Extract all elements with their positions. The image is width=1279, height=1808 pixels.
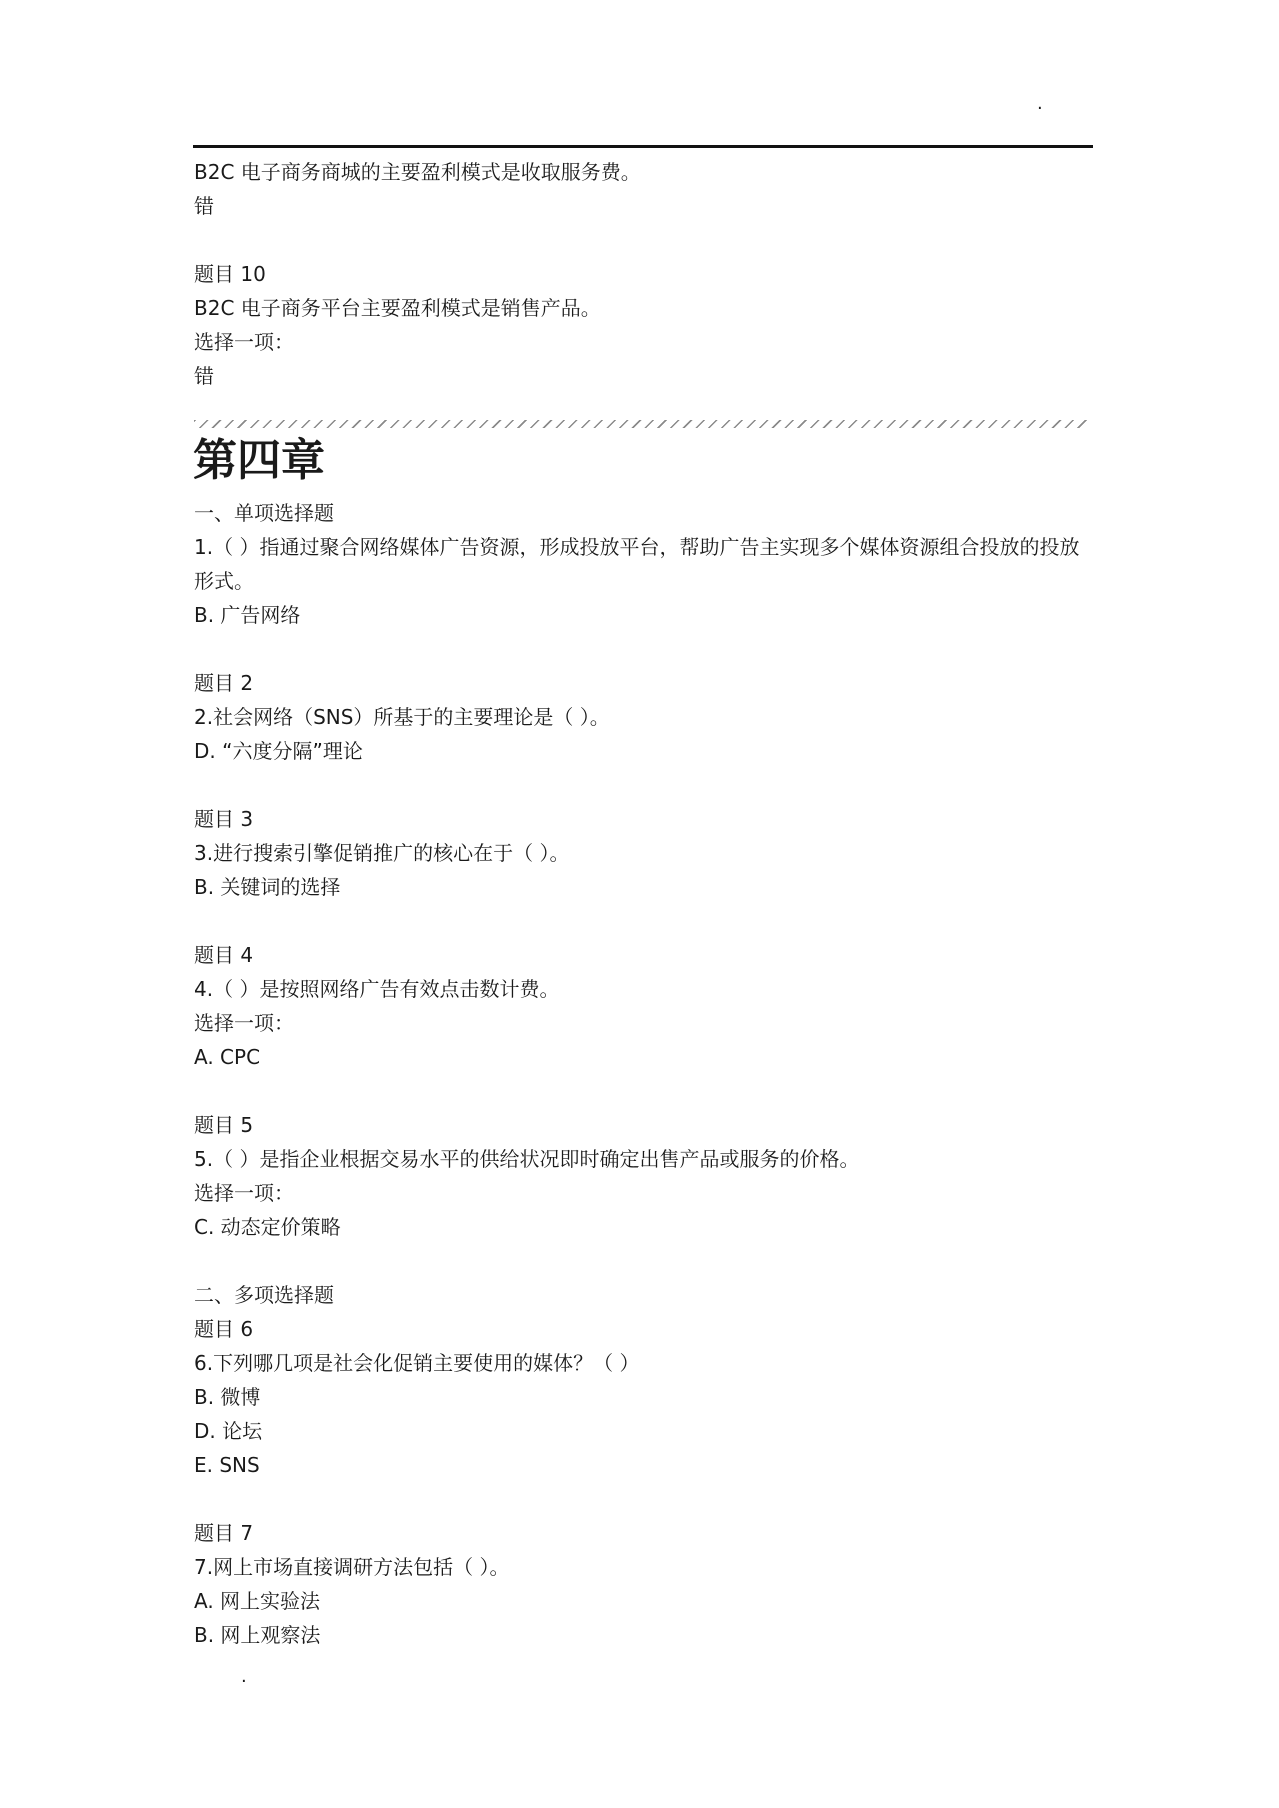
answer-text: C. 动态定价策略 — [194, 1215, 341, 1239]
question-title: 题目 6 — [194, 1317, 254, 1341]
question-text: 3.进行搜索引擎促销推广的核心在于（ ）。 — [194, 841, 570, 865]
answer-text: A. CPC — [194, 1045, 261, 1069]
chapter-four-block — [194, 496, 1094, 1652]
question-text: 2.社会网络（SNS）所基于的主要理论是（ ）。 — [194, 705, 610, 729]
section-separator — [194, 420, 1088, 428]
answer-option: B. 网上观察法 — [194, 1623, 321, 1647]
section-heading: 二、多项选择题 — [194, 1283, 334, 1307]
choose-one-label: 选择一项： — [194, 1011, 294, 1035]
footer-dot: . — [241, 1666, 247, 1687]
answer-option: E. SNS — [194, 1453, 260, 1477]
answer-option: A. 网上实验法 — [194, 1589, 321, 1613]
answer-text: B. 关键词的选择 — [194, 875, 341, 899]
answer-option: B. 微博 — [194, 1385, 261, 1409]
answer-text: 错 — [194, 194, 214, 218]
question-title: 题目 10 — [194, 262, 266, 286]
header-dot: . — [1037, 93, 1043, 114]
header-rule — [193, 145, 1093, 148]
question-text: 5.（ ）是指企业根据交易水平的供给状况即时确定出售产品或服务的价格。 — [194, 1147, 860, 1171]
chapter-heading: 第四章 — [193, 435, 325, 486]
question-title: 题目 2 — [194, 671, 254, 695]
choose-one-label: 选择一项： — [194, 330, 294, 354]
answer-text: 错 — [194, 364, 214, 388]
question-text: 6.下列哪几项是社会化促销主要使用的媒体？（ ） — [194, 1351, 640, 1375]
question-text: B2C 电子商务平台主要盈利模式是销售产品。 — [194, 296, 601, 320]
question-text: 7.网上市场直接调研方法包括（ ）。 — [194, 1555, 510, 1579]
answer-text: D. “六度分隔”理论 — [194, 739, 363, 763]
answer-option: D. 论坛 — [194, 1419, 263, 1443]
question-text: B2C 电子商务商城的主要盈利模式是收取服务费。 — [194, 160, 641, 184]
question-text: 4.（ ）是按照网络广告有效点击数计费。 — [194, 977, 560, 1001]
section-heading: 一、单项选择题 — [194, 501, 334, 525]
question-title: 题目 7 — [194, 1521, 254, 1545]
answer-text: B. 广告网络 — [194, 603, 301, 627]
question-text: 1.（ ）指通过聚合网络媒体广告资源，形成投放平台，帮助广告主实现多个媒体资源组合投放的投放形式。 — [194, 535, 1080, 593]
question-title: 题目 5 — [194, 1113, 254, 1137]
choose-one-label: 选择一项： — [194, 1181, 294, 1205]
question-title: 题目 4 — [194, 943, 254, 967]
previous-chapter-block — [194, 155, 1094, 393]
question-title: 题目 3 — [194, 807, 254, 831]
